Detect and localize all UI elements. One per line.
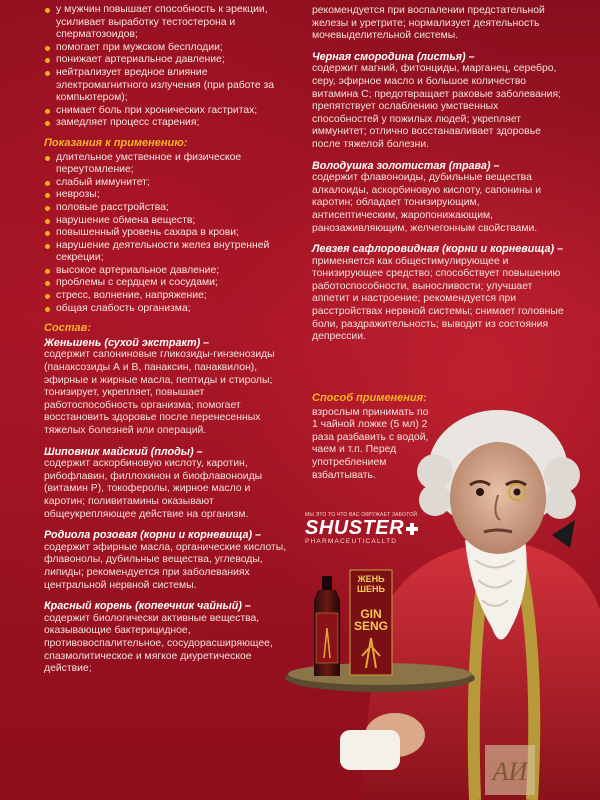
- usage-title: Способ применения:: [312, 392, 427, 404]
- composition-title: Состав:: [44, 322, 91, 335]
- ingredient-text: содержит эфирные масла, органические кислоты, флавонолы, дубильные вещества, углеводы, липиды; рекомендуется при заболеваниях центральной нервной системы.: [44, 541, 287, 591]
- list-item: снимает боль при хронических гастритах;: [44, 105, 294, 118]
- list-item: нарушение деятельности желез внутренней секреции;: [44, 240, 294, 265]
- brand-subtitle: PHARMACEUTICALLTD: [305, 538, 398, 545]
- list-item: нарушение обмена веществ;: [44, 215, 294, 228]
- ingredient-text: содержит аскорбиновую кислоту, каротин, рибофлавин, филлохинон и биофлавоноиды (витамин P), токоферолы, жирное масло и каротин; поливитамины оказывают общеукрепляющее действие на организм.: [44, 458, 263, 520]
- list-item: длительное умственное и физическое переутомление;: [44, 152, 294, 177]
- list-item: повышенный уровень сахара в крови;: [44, 227, 294, 240]
- list-item: замедляет процесс старения;: [44, 117, 294, 130]
- ingredient-title: Шиповник майский (плоды) –: [44, 445, 203, 458]
- list-item: неврозы;: [44, 189, 294, 202]
- box-label-1: ЖЕНЬ: [357, 574, 385, 584]
- ingredient-text: содержит флавоноиды, дубильные вещества алкалоиды, аскорбиновую кислоту, сапонины и каротин; обладает тонизирующим, антисептическим, жаропонижающим, ранозаживляющим, желчегонным свойствами.: [312, 172, 541, 234]
- ingredient-title: Володушка золотистая (трава) –: [312, 159, 500, 172]
- ingredient-text: содержит биологически активные вещества, оказывающие бактерицидное, противовоспалительное, сосудорасширяющее, спазмолитическое и мягкое диуретическое действие;: [44, 612, 273, 675]
- list-item: понижает артериальное давление;: [44, 54, 294, 67]
- usage-text: взрослым принимать по 1 чайной ложке (5 мл) 2 раза разбавить с водой, чаем и т.п. Перед употреблением взбалтывать.: [312, 406, 429, 481]
- brand-logo: [305, 512, 435, 545]
- brand-tagline: МЫ ЭТО ТО ЧТО ВАС ОКРУЖАЕТ ЗАБОТОЙ: [305, 512, 418, 518]
- list-item: высокое артериальное давление;: [44, 265, 294, 278]
- list-item: половые расстройства;: [44, 202, 294, 215]
- list-item: нейтрализует вредное влияние электромагнитного излучения (при работе за компьютером);: [44, 67, 294, 105]
- ingredient-text: рекомендуется при воспалении предстательной железы и уретрите; нормализует деятельность мочевыделительной системы.: [312, 5, 545, 42]
- svg-text:АИ: АИ: [492, 757, 528, 786]
- ingredient-text: применяется как общестимулирующее и тонизирующее средство; способствует повышению работоспособности, выносливости; улучшает аппетит и настроение; рекомендуется при расстройствах нервной системы; снимает головные боли, раздражительность; выводит из состояния депрессии.: [312, 255, 564, 343]
- box-label-3: GIN: [360, 607, 382, 621]
- list-item: помогает при мужском бесплодии;: [44, 42, 294, 55]
- indications-title: Показания к применению:: [44, 136, 188, 149]
- left-column: [44, 0, 294, 676]
- list-item: у мужчин повышает способность к эрекции, усиливает выработку тестостерона и сперматозоидов;: [44, 4, 294, 42]
- ingredient-title: Красный корень (копеечник чайный) –: [44, 600, 251, 613]
- brand-name: SHUSTER: [305, 517, 405, 539]
- right-column: [312, 0, 564, 344]
- list-item: слабый иммунитет;: [44, 177, 294, 190]
- list-item: проблемы с сердцем и сосудами;: [44, 277, 294, 290]
- list-item: общая слабость организма;: [44, 303, 294, 316]
- ingredient-text: содержит сапониновые гликозиды-гинзенозиды (панаксозиды А и В, панаксин, панаквилон), эфирные и жирные масла, пептиды и стиролы; тонизирует, укрепляет, повышает работоспособность организма; помогает восстановить здоровье после перенесенных тяжелых болезней или операций.: [44, 349, 275, 436]
- box-label-2: ШЕНЬ: [356, 584, 386, 594]
- ingredient-title: Черная смородина (листья) –: [312, 50, 475, 63]
- benefits-list: [44, 4, 294, 130]
- box-label-4: SENG: [353, 619, 389, 633]
- list-item: стресс, волнение, напряжение;: [44, 290, 294, 303]
- ingredient-title: Женьшень (сухой экстракт) –: [44, 336, 210, 349]
- product-bottles: [300, 568, 410, 683]
- ingredient-title: Левзея сафлоровидная (корни и корневища) –: [312, 243, 564, 256]
- indications-list: [44, 152, 294, 316]
- ingredient-text: содержит магний, фитонциды, марганец, серебро, серу, эфирное масло и большое количество витамина С; предотвращает раковые заболевания; препятствует ослаблению умственных способностей у пожилых людей; укрепляет иммунитет; отлично восстанавливает здоровье после тяжелой болезни.: [312, 63, 561, 150]
- cross-icon: [406, 523, 418, 535]
- ingredient-title: Родиола розовая (корни и корневища) –: [44, 529, 262, 542]
